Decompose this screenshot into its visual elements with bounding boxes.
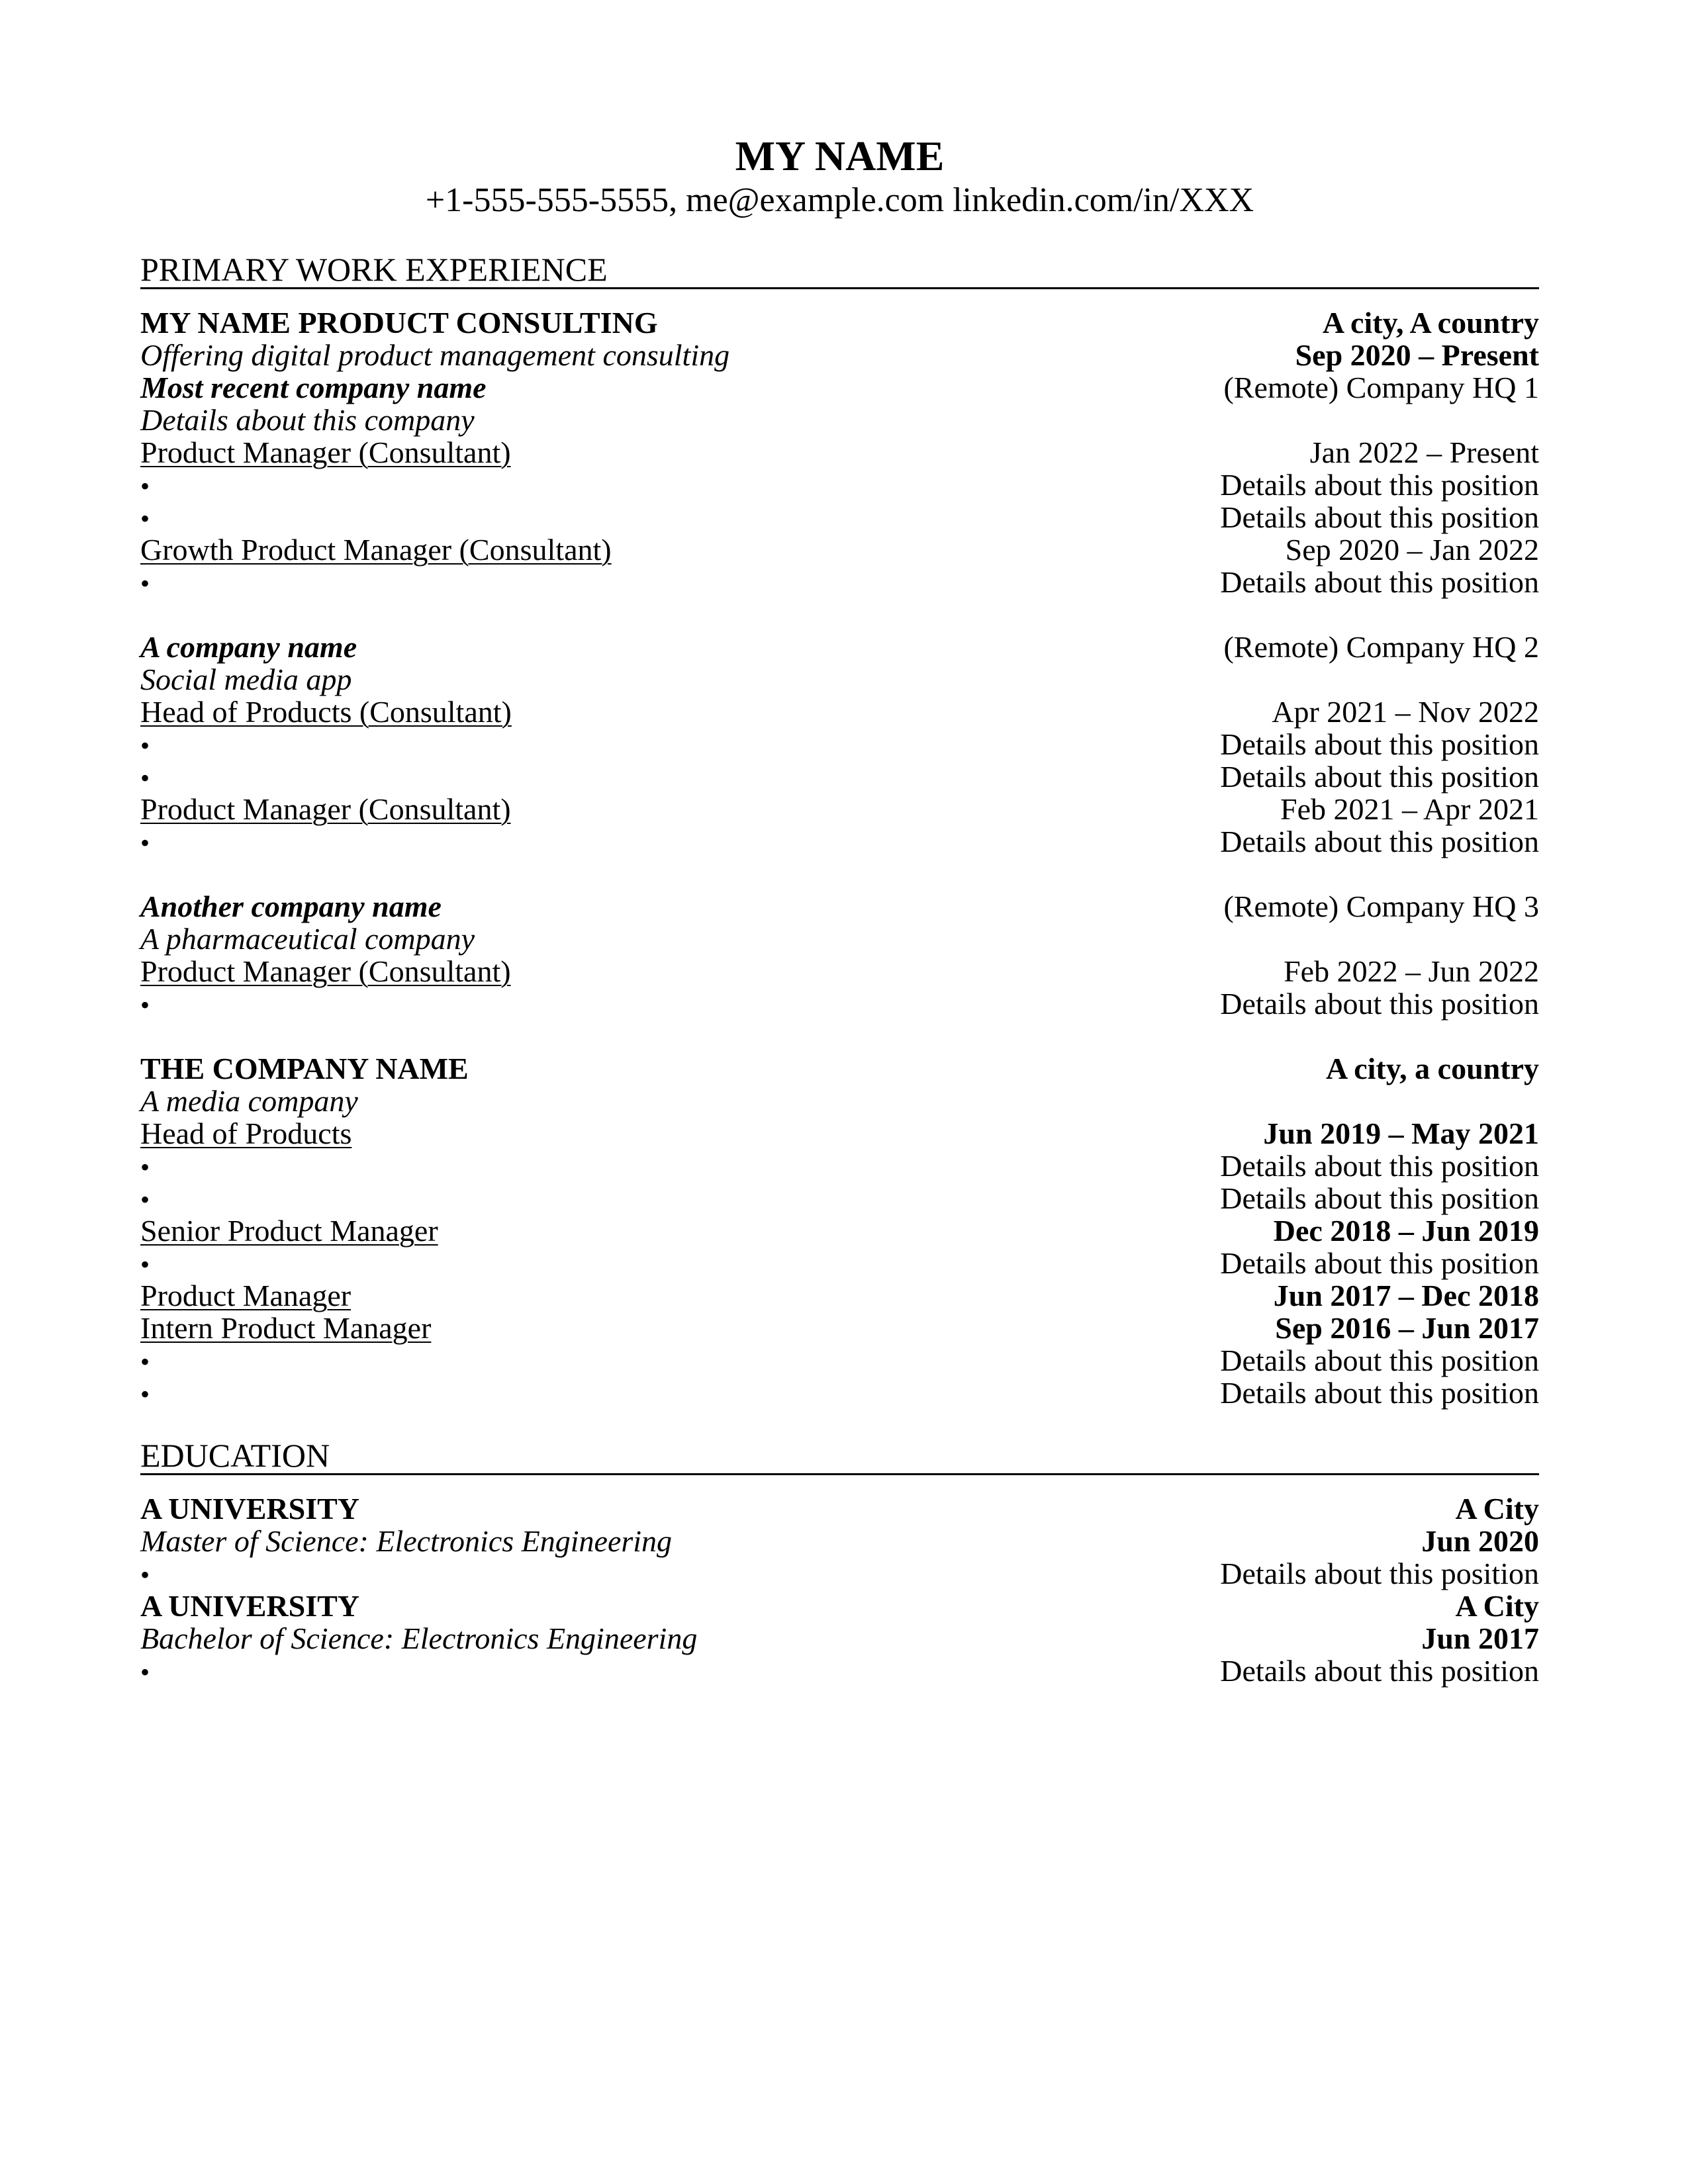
role-title: Product Manager	[140, 1279, 352, 1312]
firm-tagline: A media company	[140, 1084, 358, 1118]
spacer	[140, 598, 1539, 631]
school-header	[140, 1590, 1539, 1622]
client-description: Details about this company	[140, 403, 475, 437]
school-name: A UNIVERSITY	[140, 1492, 360, 1525]
client-header	[140, 890, 1539, 923]
role-dates: Feb 2021 – Apr 2021	[1280, 792, 1539, 826]
spacer	[140, 858, 1539, 890]
client-name: Most recent company name	[140, 371, 487, 404]
role-title: Intern Product Manager	[140, 1311, 432, 1345]
bullet-icon: •	[140, 763, 150, 793]
bullet-icon: •	[140, 1379, 150, 1409]
role-title: Product Manager (Consultant)	[140, 954, 511, 988]
client-name: Another company name	[140, 889, 442, 923]
role-dates: Sep 2020 – Jan 2022	[1285, 533, 1539, 567]
bullet-item	[140, 1247, 1539, 1279]
bullet-text: Details about this position	[1220, 565, 1539, 599]
bullet-icon: •	[140, 990, 150, 1020]
bullet-icon: •	[140, 1185, 150, 1214]
bullet-item	[140, 1182, 1539, 1214]
client-location: (Remote) Company HQ 1	[1223, 371, 1539, 404]
bullet-icon: •	[140, 1152, 150, 1182]
graduation-date: Jun 2017	[1421, 1621, 1539, 1655]
role-title: Growth Product Manager (Consultant)	[140, 533, 612, 567]
bullet-icon: •	[140, 828, 150, 858]
client-name: A company name	[140, 630, 357, 664]
degree: Bachelor of Science: Electronics Engineering	[140, 1621, 698, 1655]
bullet-icon: •	[140, 1250, 150, 1279]
firm-subheader	[140, 1085, 1539, 1117]
role-row	[140, 793, 1539, 825]
bullet-item	[140, 1344, 1539, 1377]
bullet-text: Details about this position	[1220, 500, 1539, 534]
bullet-item	[140, 760, 1539, 793]
bullet-icon: •	[140, 569, 150, 598]
bullet-item	[140, 825, 1539, 858]
bullet-text: Details about this position	[1220, 1376, 1539, 1410]
role-row	[140, 1214, 1539, 1247]
firm-name: THE COMPANY NAME	[140, 1052, 469, 1085]
bullet-text: Details about this position	[1220, 1557, 1539, 1590]
bullet-text: Details about this position	[1220, 760, 1539, 794]
degree-row	[140, 1622, 1539, 1655]
bullet-item	[140, 1557, 1539, 1590]
role-title: Senior Product Manager	[140, 1214, 438, 1248]
role-row	[140, 533, 1539, 566]
bullet-item	[140, 987, 1539, 1020]
bullet-text: Details about this position	[1220, 825, 1539, 858]
section-heading-education: EDUCATION	[140, 1437, 1539, 1475]
client-header	[140, 631, 1539, 663]
bullet-text: Details about this position	[1220, 1654, 1539, 1688]
firm-subheader	[140, 339, 1539, 371]
degree-row	[140, 1525, 1539, 1557]
bullet-icon: •	[140, 1560, 150, 1590]
role-title: Head of Products	[140, 1116, 352, 1150]
school-location: A City	[1455, 1492, 1539, 1525]
role-row	[140, 955, 1539, 987]
client-description-row	[140, 404, 1539, 436]
school-header	[140, 1492, 1539, 1525]
client-description-row	[140, 923, 1539, 955]
bullet-icon: •	[140, 504, 150, 533]
role-row	[140, 1117, 1539, 1150]
client-description: Social media app	[140, 662, 352, 696]
role-row	[140, 1279, 1539, 1312]
bullet-icon: •	[140, 731, 150, 760]
bullet-item	[140, 1377, 1539, 1409]
firm-header	[140, 306, 1539, 339]
bullet-text: Details about this position	[1220, 1181, 1539, 1215]
role-dates: Sep 2016 – Jun 2017	[1275, 1311, 1539, 1345]
role-dates: Jun 2017 – Dec 2018	[1273, 1279, 1539, 1312]
bullet-item	[140, 469, 1539, 501]
role-dates: Dec 2018 – Jun 2019	[1273, 1214, 1539, 1248]
candidate-name: MY NAME	[735, 132, 945, 179]
bullet-icon: •	[140, 1347, 150, 1377]
client-description-row	[140, 663, 1539, 696]
bullet-icon: •	[140, 471, 150, 501]
role-row	[140, 436, 1539, 469]
firm-location: A city, a country	[1326, 1052, 1539, 1085]
firm-location: A city, A country	[1322, 306, 1539, 340]
bullet-item	[140, 566, 1539, 598]
role-dates: Jan 2022 – Present	[1309, 435, 1539, 469]
firm-dates: Sep 2020 – Present	[1295, 338, 1539, 372]
bullet-text: Details about this position	[1220, 727, 1539, 761]
experience-section	[140, 251, 1539, 1409]
bullet-text: Details about this position	[1220, 1343, 1539, 1377]
firm-header	[140, 1052, 1539, 1085]
client-location: (Remote) Company HQ 3	[1223, 889, 1539, 923]
bullet-icon: •	[140, 1657, 150, 1687]
firm-tagline: Offering digital product management consulting	[140, 338, 730, 372]
role-title: Head of Products (Consultant)	[140, 695, 512, 729]
school-name: A UNIVERSITY	[140, 1589, 360, 1623]
bullet-item	[140, 1150, 1539, 1182]
school-location: A City	[1455, 1589, 1539, 1623]
degree: Master of Science: Electronics Engineering	[140, 1524, 673, 1558]
client-description: A pharmaceutical company	[140, 922, 475, 956]
education-section	[140, 1437, 1539, 1687]
bullet-text: Details about this position	[1220, 468, 1539, 502]
role-row	[140, 696, 1539, 728]
bullet-text: Details about this position	[1220, 1149, 1539, 1183]
role-title: Product Manager (Consultant)	[140, 792, 511, 826]
firm-name: MY NAME PRODUCT CONSULTING	[140, 306, 658, 340]
client-location: (Remote) Company HQ 2	[1223, 630, 1539, 664]
spacer	[140, 1020, 1539, 1052]
role-dates: Feb 2022 – Jun 2022	[1284, 954, 1539, 988]
role-dates: Jun 2019 – May 2021	[1263, 1116, 1539, 1150]
graduation-date: Jun 2020	[1421, 1524, 1539, 1558]
role-row	[140, 1312, 1539, 1344]
contact-line: +1-555-555-5555, me@example.com linkedin.com/in/XXX	[425, 181, 1254, 219]
section-heading-experience: PRIMARY WORK EXPERIENCE	[140, 251, 1539, 289]
role-title: Product Manager (Consultant)	[140, 435, 511, 469]
bullet-text: Details about this position	[1220, 987, 1539, 1021]
bullet-item	[140, 501, 1539, 533]
bullet-text: Details about this position	[1220, 1246, 1539, 1280]
role-dates: Apr 2021 – Nov 2022	[1272, 695, 1539, 729]
bullet-item	[140, 728, 1539, 760]
client-header	[140, 371, 1539, 404]
bullet-item	[140, 1655, 1539, 1687]
